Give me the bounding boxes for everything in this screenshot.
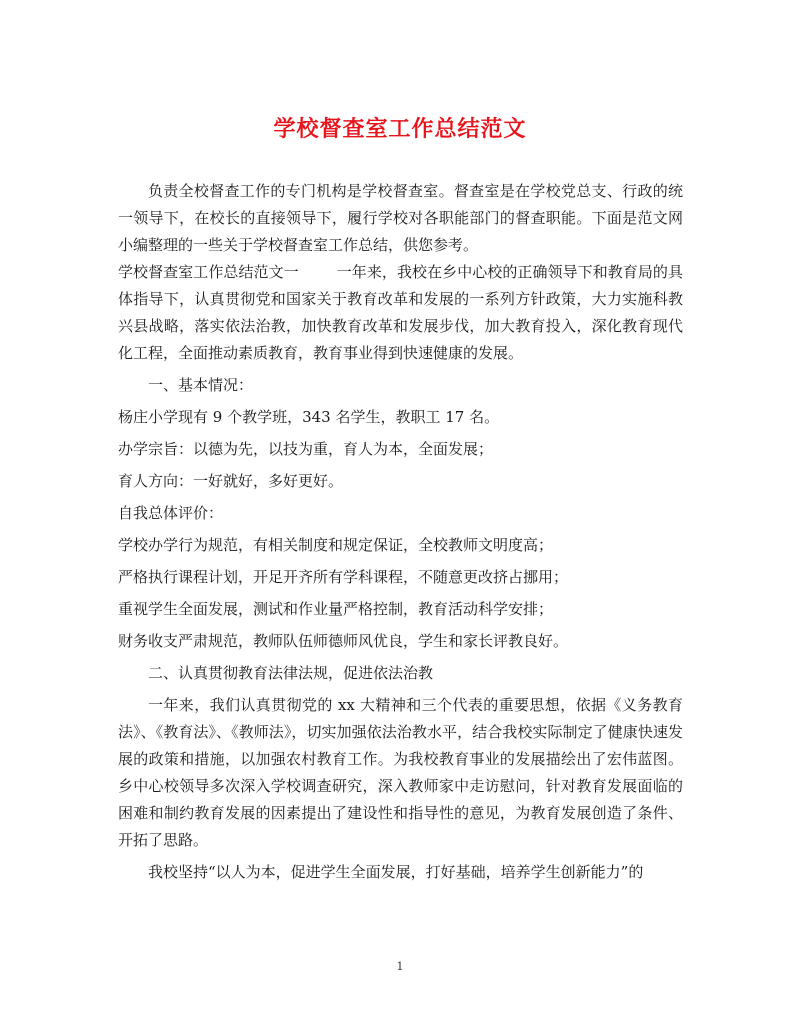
- heading-one-label: 学校督查室工作总结范文一: [118, 263, 299, 281]
- basic-info-line: 杨庄小学现有 9 个教学班，343 名学生，教职工 17 名。: [118, 408, 500, 426]
- intro-paragraph: 负责全校督查工作的专门机构是学校督查室。督查室是在学校党总支、行政的统一领导下，在校长的直接领导下，履行学校对各职能部门的督查职能。下面是范文网小编整理的一些关于学校督查室工作总结，供您参考。: [118, 182, 683, 254]
- section-heading-law: 二、认真贯彻教育法律法规，促进依法治教: [148, 664, 434, 682]
- self-eval-heading: 自我总体评价：: [118, 504, 224, 522]
- eval-line: 重视学生全面发展，测试和作业量严格控制，教育活动科学安排；: [118, 600, 554, 618]
- document-title: 学校督查室工作总结范文: [273, 117, 527, 142]
- eval-line: 学校办学行为规范，有相关制度和规定保证，全校教师文明度高；: [118, 536, 554, 554]
- eval-line: 财务收支严肃规范，教师队伍师德师风优良，学生和家长评教良好。: [118, 632, 569, 650]
- mission-line: 办学宗旨：以德为先，以技为重，育人为本，全面发展；: [118, 440, 494, 458]
- last-paragraph: 我校坚持“以人为本，促进学生全面发展，打好基础，培养学生创新能力”的: [148, 863, 644, 881]
- heading-one-text: 一年来，我校在乡中心校的正确领导下和教育局的具体指导下，认真贯彻党和国家关于教育改革和发展的一系列方针政策，大力实施科教兴县战略，落实依法治教，加快教育改革和发展步伐，加大教育投入，深化教育现代化工程，全面推动素质教育，教育事业得到快速健康的发展。: [118, 263, 683, 362]
- direction-line: 育人方向：一好就好，多好更好。: [118, 472, 344, 490]
- law-paragraph: 一年来，我们认真贯彻党的 xx 大精神和三个代表的重要思想，依据《义务教育法》、《教育法》、《教师法》，切实加强依法治教水平，结合我校实际制定了健康快速发展的政策和措施，以加强农村教育工作。为我校教育事业的发展描绘出了宏伟蓝图。乡中心校领导多次深入学校调查研究，深入教师家中走访慰问，针对教育发展面临的困难和制约教育发展的因素提出了建设性和指导性的意见，为教育发展创造了条件、开拓了思路。: [118, 696, 683, 849]
- eval-line: 严格执行课程计划，开足开齐所有学科课程，不随意更改挤占挪用；: [118, 568, 569, 586]
- page-number: 1: [396, 960, 404, 973]
- heading-one-paragraph: [118, 259, 683, 367]
- section-heading-basic: 一、基本情况：: [148, 376, 254, 394]
- document-body: [118, 178, 683, 886]
